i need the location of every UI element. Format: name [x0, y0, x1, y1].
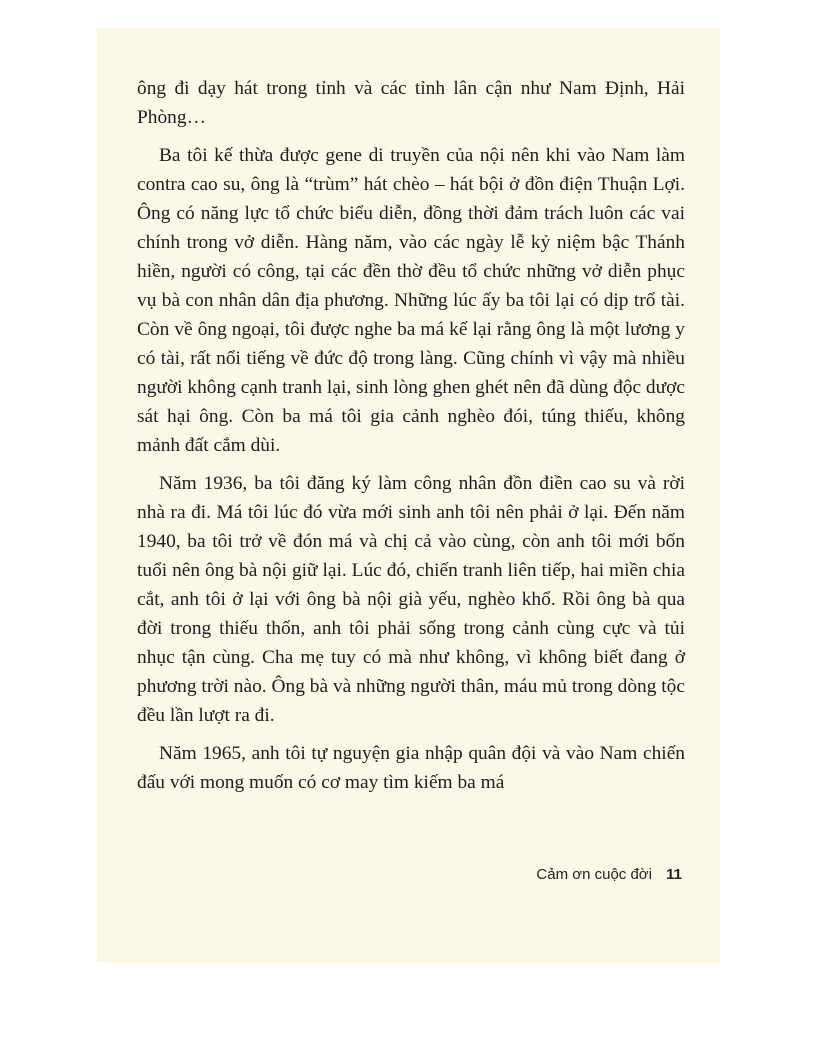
paragraph: Năm 1936, ba tôi đăng ký làm công nhân đồn điền cao su và rời nhà ra đi. Má tôi lúc đó vừa mới sinh anh tôi nên phải ở lại. Đến năm 1940, ba tôi trở về đón má và chị cả vào cùng, còn anh tôi mới bốn tuổi nên ông bà nội giữ lại. Lúc đó, chiến tranh liên tiếp, hai miền chia cắt, anh tôi ở lại với ông bà nội già yếu, nghèo khổ. Rồi ông bà qua đời trong thiếu thốn, anh tôi phải sống trong cảnh cùng cực và tủi nhục tận cùng. Cha mẹ tuy có mà như không, vì không biết đang ở phương trời nào. Ông bà và những người thân, máu mủ trong dòng tộc đều lần lượt ra đi. [137, 473, 685, 726]
book-page [97, 28, 720, 963]
paragraph: Ba tôi kế thừa được gene di truyền của nội nên khi vào Nam làm contra cao su, ông là “trùm” hát chèo – hát bội ở đồn điện Thuận Lợi. Ông có năng lực tổ chức biểu diễn, đồng thời đảm trách luôn các vai chính trong vở diễn. Hàng năm, vào các ngày lễ kỷ niệm bậc Thánh hiền, người có công, tại các đền thờ đều tổ chức những vở diễn phục vụ bà con nhân dân địa phương. Những lúc ấy ba tôi lại có dịp trổ tài. Còn về ông ngoại, tôi được nghe ba má kể lại rằng ông là một lương y có tài, rất nổi tiếng về đức độ trong làng. Cũng chính vì vậy mà nhiều người không cạnh tranh lại, sinh lòng ghen ghét nên đã dùng độc dược sát hại ông. Còn ba má tôi gia cảnh nghèo đói, túng thiếu, không mảnh đất cắm dùi. [137, 145, 685, 456]
running-title: Cảm ơn cuộc đời [536, 866, 652, 883]
body-text [137, 74, 685, 806]
page-footer [536, 866, 682, 883]
paragraph: Năm 1965, anh tôi tự nguyện gia nhập quân đội và vào Nam chiến đấu với mong muốn có cơ may tìm kiếm ba má [137, 743, 685, 793]
page-number: 11 [666, 866, 682, 883]
paragraph-continuation: ông đi dạy hát trong tỉnh và các tỉnh lân cận như Nam Định, Hải Phòng… [137, 78, 685, 128]
